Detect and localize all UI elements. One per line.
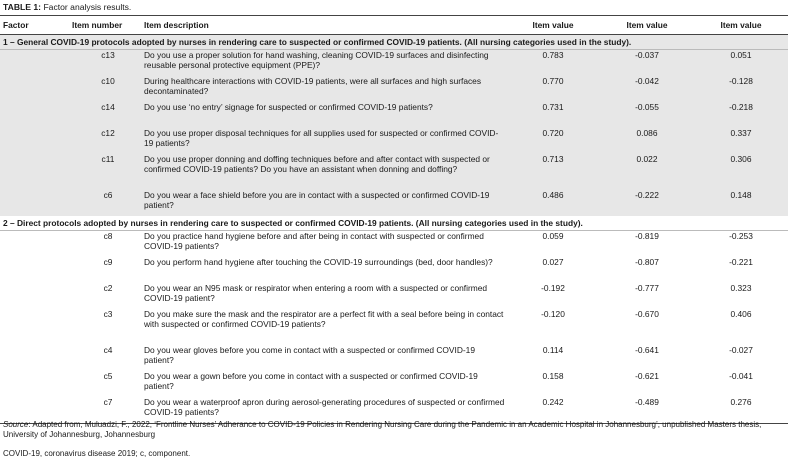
item-value-2: -0.037 xyxy=(600,50,694,77)
item-value-1: 0.242 xyxy=(506,397,600,424)
item-value-1: 0.713 xyxy=(506,154,600,190)
header-item-value-2: Item value xyxy=(600,16,694,35)
item-value-2: 0.022 xyxy=(600,154,694,190)
item-value-1: 0.027 xyxy=(542,257,564,267)
table-row xyxy=(0,50,788,77)
item-number: c6 xyxy=(72,190,144,216)
item-value-3: 0.337 xyxy=(694,128,788,154)
item-description: Do you use ‘no entry’ signage for suspected or confirmed COVID-19 patients? xyxy=(144,102,506,128)
table-row xyxy=(0,231,788,258)
table-row xyxy=(0,309,788,345)
item-value-2: -0.621 xyxy=(635,371,659,381)
item-value-1: 0.059 xyxy=(542,231,564,241)
factor-cell xyxy=(0,102,72,128)
item-value-1: 0.486 xyxy=(506,190,600,216)
factor-cell xyxy=(0,257,72,283)
item-value-3: 0.306 xyxy=(694,154,788,190)
source-label: Source xyxy=(3,420,29,429)
item-number: c3 xyxy=(103,309,113,319)
table-row xyxy=(0,190,788,216)
item-value-2: -0.807 xyxy=(635,257,659,267)
source-text: : Adapted from, Muluadzi, F., 2022, ‘Frontline Nurses’ Adherance to COVID-19 Policies in Rendering Nursing Care during the Pandemic in an Academic Hospital in Johannesburg’, unpublished Masters thesis, University of Johannesburg, Johannesburg xyxy=(3,420,762,439)
item-description: Do you wear a gown before you come in contact with a suspected or confirmed COVID-19 patient? xyxy=(144,371,478,391)
item-description: Do you use proper disposal techniques for all supplies used for suspected or confirmed COVID-19 patients? xyxy=(144,128,506,154)
item-description: Do you perform hand hygiene after touching the COVID-19 surroundings (bed, door handles)? xyxy=(144,257,493,267)
item-value-1: 0.783 xyxy=(506,50,600,77)
caption-number: TABLE 1: xyxy=(3,2,42,12)
item-number: c2 xyxy=(103,283,113,293)
item-value-1: 0.720 xyxy=(506,128,600,154)
item-value-3: 0.323 xyxy=(730,283,752,293)
header-row xyxy=(0,16,788,35)
factor-cell xyxy=(0,154,72,190)
item-description: Do you wear an N95 mask or respirator when entering a room with a suspected or confirmed COVID-19 patient? xyxy=(144,283,488,303)
item-number: c8 xyxy=(103,231,113,241)
factor-title: 1 – General COVID-19 protocols adopted by nurses in rendering care to suspected or confirmed COVID-19 patients. (All nursing categories used in the study). xyxy=(0,35,788,50)
header-factor: Factor xyxy=(0,16,72,35)
item-number: c11 xyxy=(72,154,144,190)
item-value-3: 0.051 xyxy=(694,50,788,77)
factor-cell xyxy=(0,309,72,345)
table-row xyxy=(0,128,788,154)
item-value-1: 0.731 xyxy=(506,102,600,128)
factor-title: 2 – Direct protocols adopted by nurses in rendering care to suspected or confirmed COVID-19 patients. (All nursing categories used in the study). xyxy=(0,216,788,231)
source-note xyxy=(3,420,783,440)
factor-cell xyxy=(0,50,72,77)
item-number: c13 xyxy=(72,50,144,77)
item-description: Do you use a proper solution for hand washing, cleaning COVID-19 surfaces and disinfecting reusable personal protective equipment (PPE)? xyxy=(144,50,506,77)
item-number: c5 xyxy=(103,371,113,381)
item-value-2: -0.777 xyxy=(635,283,659,293)
item-value-3: -0.218 xyxy=(694,102,788,128)
factor-cell xyxy=(0,345,72,371)
item-description: Do you practice hand hygiene before and after being in contact with suspected or confirmed COVID-19 patients? xyxy=(144,231,484,251)
item-value-2: -0.222 xyxy=(600,190,694,216)
item-value-3: -0.128 xyxy=(694,76,788,102)
item-number: c12 xyxy=(72,128,144,154)
factor-cell xyxy=(0,283,72,309)
item-value-1: 0.158 xyxy=(542,371,564,381)
item-number: c14 xyxy=(72,102,144,128)
header-item-number: Item number xyxy=(72,16,144,35)
table-row xyxy=(0,283,788,309)
header-item-description: Item description xyxy=(144,16,506,35)
item-value-1: 0.114 xyxy=(542,345,564,355)
abbreviations-note: COVID-19, coronavirus disease 2019; c, component. xyxy=(3,449,191,458)
item-number: c7 xyxy=(72,397,144,424)
item-description: Do you make sure the mask and the respirator are a perfect fit with a seal before being in contact with suspected or confirmed COVID-19 patients? xyxy=(144,309,504,329)
item-value-2: -0.819 xyxy=(635,231,659,241)
item-value-2: -0.055 xyxy=(600,102,694,128)
item-value-2: -0.641 xyxy=(635,345,659,355)
factor-row-1 xyxy=(0,35,788,50)
item-value-1: -0.120 xyxy=(541,309,565,319)
item-value-1: 0.770 xyxy=(506,76,600,102)
item-description: During healthcare interactions with COVID-19 patients, were all surfaces and high surfaces decontaminated? xyxy=(144,76,506,102)
item-description: Do you wear a waterproof apron during aerosol-generating procedures of suspected or confirmed COVID-19 patients? xyxy=(144,397,506,424)
table-row xyxy=(0,76,788,102)
item-value-3: -0.253 xyxy=(729,231,753,241)
factor-cell xyxy=(0,76,72,102)
item-value-3: 0.406 xyxy=(730,309,752,319)
factor-cell xyxy=(0,231,72,258)
item-description: Do you wear gloves before you come in contact with a suspected or confirmed COVID-19 patient? xyxy=(144,345,475,365)
factor-cell xyxy=(0,190,72,216)
header-item-value-3: Item value xyxy=(694,16,788,35)
caption-text: Factor analysis results. xyxy=(43,2,132,12)
factor-analysis-table xyxy=(0,15,788,424)
table-row xyxy=(0,371,788,397)
item-number: c10 xyxy=(72,76,144,102)
item-number: c4 xyxy=(103,345,113,355)
item-value-1: -0.192 xyxy=(541,283,565,293)
item-value-2: -0.489 xyxy=(600,397,694,424)
item-value-3: -0.041 xyxy=(729,371,753,381)
table-row xyxy=(0,345,788,371)
item-value-2: -0.670 xyxy=(635,309,659,319)
table-caption xyxy=(3,2,131,12)
factor-cell xyxy=(0,371,72,397)
item-description: Do you use proper donning and doffing techniques before and after contact with suspected or confirmed COVID-19 patients? Do you have an assistant when donning and doffing? xyxy=(144,154,506,190)
factor-cell xyxy=(0,128,72,154)
item-value-3: 0.148 xyxy=(694,190,788,216)
item-value-2: 0.086 xyxy=(600,128,694,154)
item-number: c9 xyxy=(103,257,113,267)
table-row xyxy=(0,102,788,128)
item-value-3: -0.221 xyxy=(729,257,753,267)
table-row xyxy=(0,257,788,283)
table-row xyxy=(0,154,788,190)
item-value-3: 0.276 xyxy=(694,397,788,424)
item-description: Do you wear a face shield before you are in contact with a suspected or confirmed COVID-19 patient? xyxy=(144,190,506,216)
factor-row-2 xyxy=(0,216,788,231)
item-value-2: -0.042 xyxy=(600,76,694,102)
item-value-3: -0.027 xyxy=(729,345,753,355)
header-item-value-1: Item value xyxy=(506,16,600,35)
